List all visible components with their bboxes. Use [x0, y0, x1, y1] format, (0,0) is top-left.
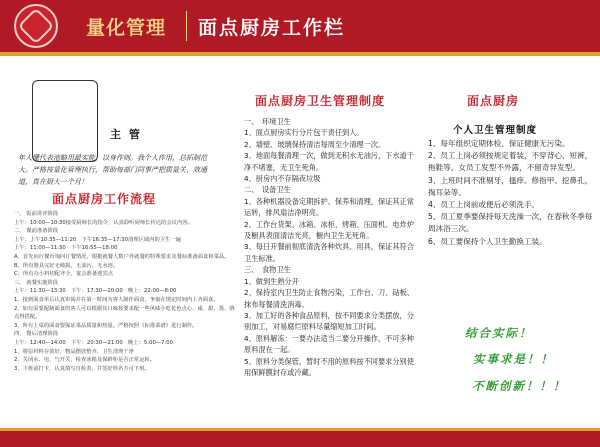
- workflow-title: 面点厨房工作流程: [52, 192, 157, 206]
- hygiene-rules-body: 一、 环境卫生 1、面点厨房实行分片包干责任到人。 2、墙壁、玻璃保持清洁每周至少清理一次。 3、地面每餐清理一次，做到无积水无油污，下水道干净不堵塞，无卫生死角。 4、厨房内不存隔夜垃圾 二、 设备卫生 1、各种机器设备定期拆护、保养和清理，保证其正常运转，排风扇洁净明亮。 2、工作台货架、冰箱、冰柜、烤箱、压面机、电炸炉及橱具表面清洁光亮，橱内卫生无死角。 3、每日开餐前彻底清洗各种炊具、用具，保证其符合卫生标准。 三、 食物卫生 1、做到生熟分开 2、保持室内卫生防止食物污染，工作台、刀、砧板、抹布每餐清洗消毒。 3、加工好的各种食品原料，按不同要求分类摆放，分别加工，对易腐烂原料尽量缩短加工时间。 4、原料解冻：一要办法适当二要分开操作，不可多种原料混在一起。 5、原料分类保管，暂时不用的原料按不同要求分别使用保鲜膜封存或冷藏。: [244, 117, 414, 377]
- title-sub: 面点厨房工作栏: [198, 17, 346, 39]
- slogan-3: 不断创新！！！: [472, 379, 567, 393]
- title-divider: [186, 11, 187, 41]
- personal-hygiene-title: 面点厨房: [467, 94, 520, 108]
- hygiene-rules-title: 面点厨房卫生管理制度: [255, 94, 386, 108]
- title-main: 量化管理: [86, 17, 167, 39]
- supervisor-photo-frame: [32, 80, 98, 162]
- footer-banner: [0, 431, 600, 447]
- personal-hygiene-body: 1、每年组织定期体检、保证健康无污染。 2、员工上岗必须按规定着装，不穿背心、短裤，拖鞋等。女员工发型不外露，不留奇异发型。 3、上班时间不准剔牙，搔痒。修指甲、挖鼻孔，掏耳朵等。 4、员工上岗前或便后必须洗手。 5、员工夏季要保持每天洗澡一次，在春秋冬季每周沐浴三次。 6、员工要保持个人卫生勤换工装。: [428, 139, 593, 246]
- supervisor-motto: 年人懂代表池略用最实能，以身作则。我个人作用，总拓制范大。严格按量化管理执行，帮助每部门同事严把质量关、效通道，真在厨大一个月！: [18, 154, 207, 186]
- slogan-2: 实事求是！！: [473, 352, 554, 366]
- workflow-body: 一、 饭前讲评阶段 上午：10:00—10:30接受厨师长的指令，认真聆听厨师长传达的会议内容。 二、 餐前准备阶段 上午：上午10:35—11:20 下午16:35—17:30清理区域内的卫生一遍 上午：11:00—11:30 下午16:55—18:00 A、首先向行餐台询问订餐情况，根据就餐人数户外就餐的特殊要求及餐标准备面食和菜品。 B、所有器具完好无破损，无油污，无水迹。 C、所有办小料切配齐全，宴会准备迎宾点 三、 就餐实施阶段 上午：11:30—13:30 下午：17:30—20:00 晚上：22:00—8:00 1、接到面食单后认真审阅并在第一时间为客人制作面食，争取在规定时间内上齐面食。 2、如有需要配制面食的客人可以根据其口味按要求配一些风味小吃花色点心、咸、甜、蒸、烙点得搭配。 3、所有上桌的面食要保证菜品质量和热量。严格按照《标准菜谱》进行制作。 四、 餐后清理阶段 上午：12:40—14:00 下午：20:30—21:00 晚上：5:00—7:00 1、将原材料存放好，物品摆放整齐，卫生清理干净 2、关闭水、电、气开关，检查冰箱及保鲜柜是否正常运转。 3、下班前打卡，认真填写自检表，并签好姓名方可下班。: [14, 211, 235, 372]
- header-accent-stripe: [0, 52, 600, 56]
- dragon-logo-icon: [14, 4, 58, 48]
- supervisor-label: 主 管: [110, 128, 142, 141]
- personal-hygiene-subtitle: 个人卫生管理制度: [453, 125, 538, 136]
- slogan-1: 结合实际！: [465, 326, 533, 340]
